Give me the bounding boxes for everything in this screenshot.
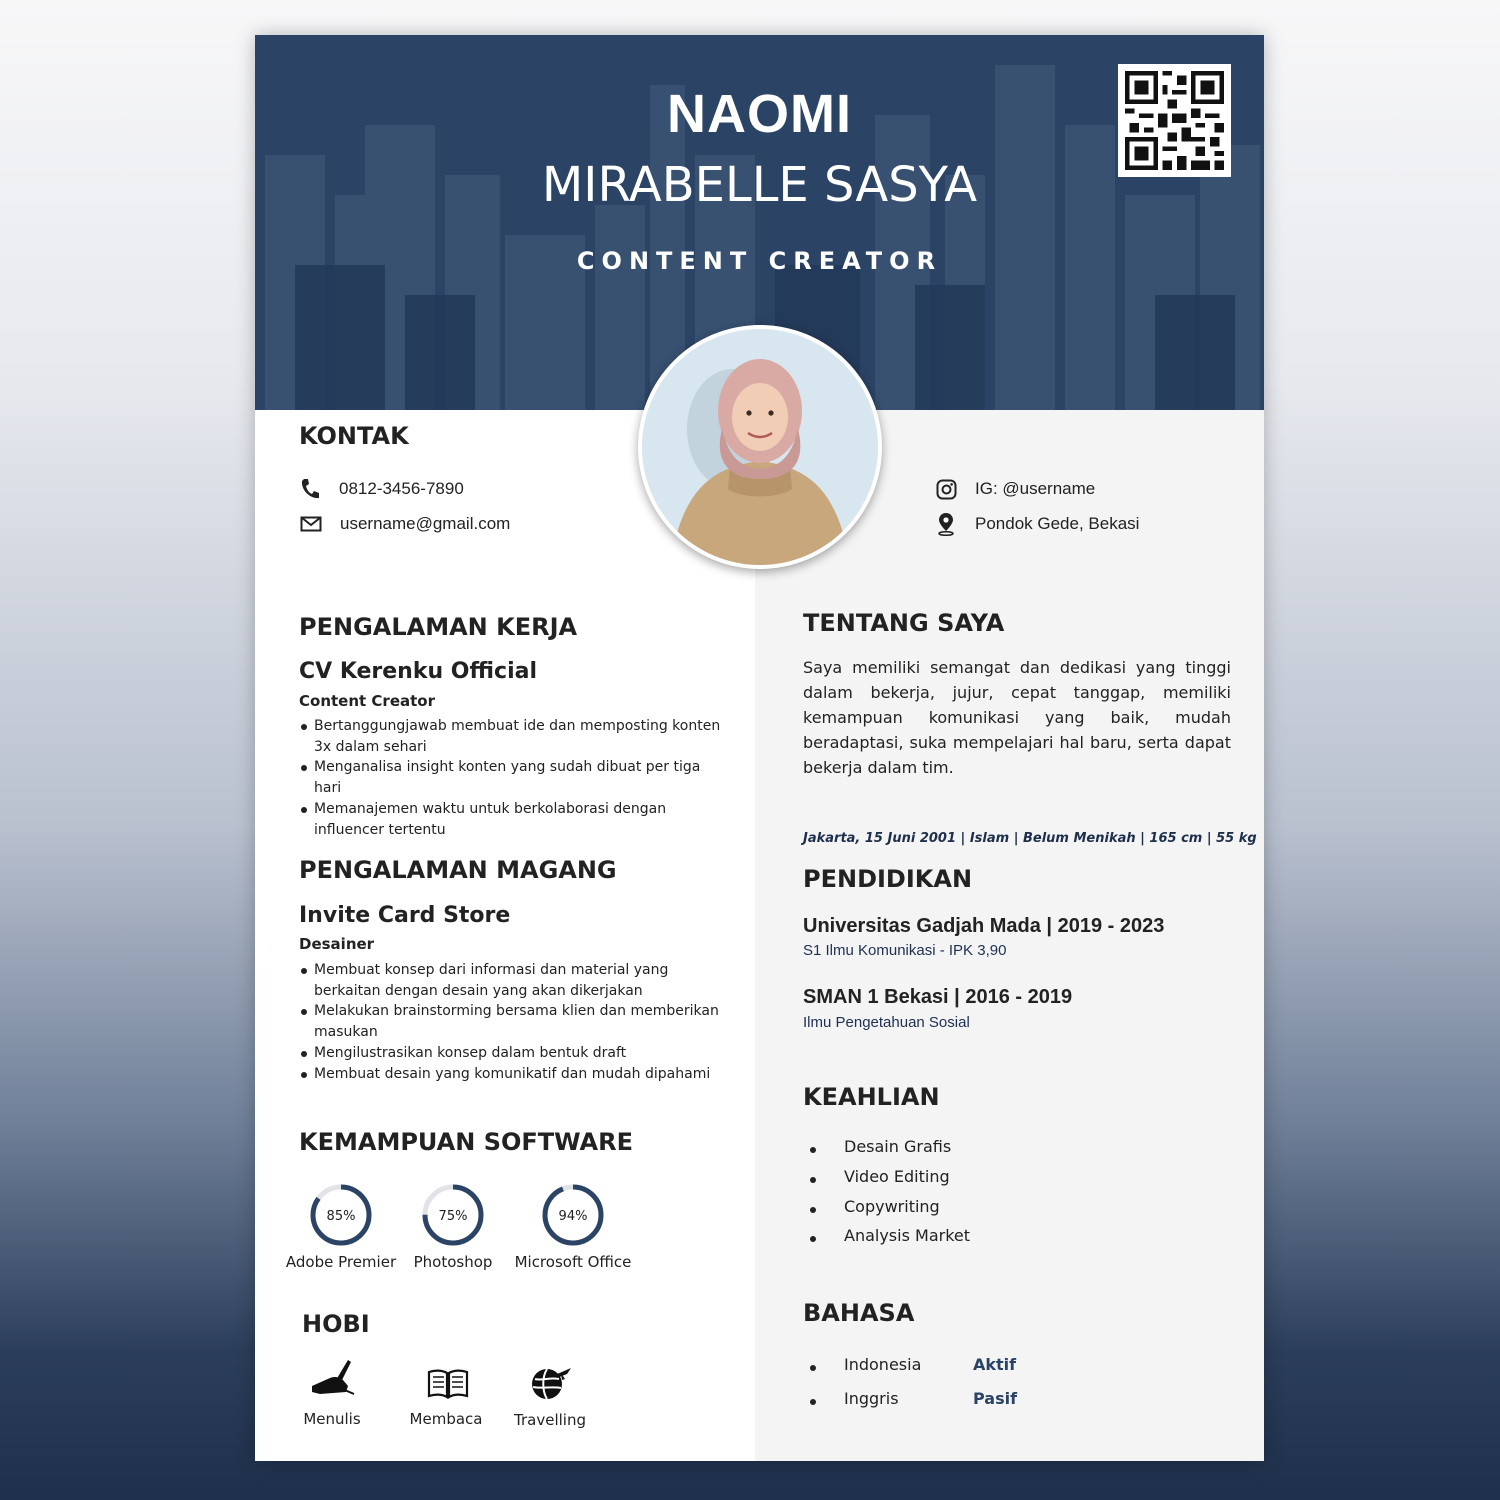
list-item: Mengilustrasikan konsep dalam bentuk draft <box>299 1043 729 1064</box>
mail-icon <box>300 516 322 532</box>
last-name: MIRABELLE SASYA <box>541 157 978 213</box>
language-name: Indonesia <box>844 1355 922 1374</box>
software-percent-label: 75% <box>438 1209 468 1224</box>
language-name: Inggris <box>844 1389 899 1408</box>
work-duties-list <box>299 716 729 840</box>
education-school: SMAN 1 Bekasi | 2016 - 2019 <box>803 986 1073 1008</box>
software-progress-ring <box>308 1182 374 1248</box>
list-item: Analysis Market <box>844 1226 971 1245</box>
hobby-label: Menulis <box>303 1410 361 1428</box>
globe-plane-icon <box>527 1365 573 1401</box>
work-company: CV Kerenku Official <box>299 659 538 684</box>
skills-list <box>803 1137 1103 1257</box>
location-text: Pondok Gede, Bekasi <box>975 514 1140 533</box>
hobby-heading: HOBI <box>302 1310 370 1338</box>
instagram-icon <box>936 479 957 500</box>
qr-code[interactable] <box>1118 64 1231 177</box>
education-detail: S1 Ilmu Komunikasi - IPK 3,90 <box>803 942 1007 959</box>
internship-duties-list <box>299 960 729 1084</box>
education-heading: PENDIDIKAN <box>803 865 973 893</box>
list-item: Menganalisa insight konten yang sudah dibuat per tiga hari <box>299 757 729 798</box>
list-item: Memanajemen waktu untuk berkolaborasi dengan influencer tertentu <box>299 799 729 840</box>
skills-heading: KEAHLIAN <box>803 1083 940 1111</box>
profile-photo <box>638 325 882 569</box>
cv-page <box>255 35 1264 1461</box>
hobby-label: Membaca <box>409 1410 483 1428</box>
contact-heading: KONTAK <box>299 422 409 450</box>
list-item: Video Editing <box>844 1167 950 1186</box>
software-name: Adobe Premier <box>285 1253 397 1271</box>
work-experience-heading: PENGALAMAN KERJA <box>299 613 578 641</box>
software-percent-label: 85% <box>326 1209 356 1224</box>
education-school: Universitas Gadjah Mada | 2019 - 2023 <box>803 915 1165 937</box>
software-heading: KEMAMPUAN SOFTWARE <box>299 1128 633 1156</box>
software-progress-ring <box>420 1182 486 1248</box>
software-name: Microsoft Office <box>514 1253 632 1271</box>
instagram-handle[interactable]: IG: @username <box>975 479 1096 498</box>
list-item: Melakukan brainstorming bersama klien dan memberikan masukan <box>299 1001 729 1042</box>
list-item: Copywriting <box>844 1197 940 1216</box>
language-level: Aktif <box>973 1355 1017 1374</box>
list-item: Bertanggungjawab membuat ide dan memposting konten 3x dalam sehari <box>299 716 729 757</box>
hobby-label: Travelling <box>514 1411 586 1429</box>
language-level: Pasif <box>973 1389 1018 1408</box>
job-role: CONTENT CREATOR <box>576 247 943 275</box>
about-heading: TENTANG SAYA <box>803 609 1005 637</box>
about-text: Saya memiliki semangat dan dedikasi yang tinggi dalam bekerja, jujur, cepat tanggap, memiliki kemampuan komunikasi yang baik, mudah beradaptasi, suka mempelajari hal baru, serta dapat bekerja dalam tim. <box>803 658 1231 777</box>
email-address[interactable]: username@gmail.com <box>340 514 511 533</box>
location-pin-icon <box>937 512 955 536</box>
internship-position: Desainer <box>299 935 375 953</box>
list-item: Membuat konsep dari informasi dan material yang berkaitan dengan desain yang akan dikerjakan <box>299 960 729 1001</box>
open-book-icon <box>427 1368 469 1400</box>
first-name: NAOMI <box>667 84 852 144</box>
software-percent-label: 94% <box>558 1209 588 1224</box>
list-item: Membuat desain yang komunikatif dan mudah dipahami <box>299 1064 729 1085</box>
software-progress-ring <box>540 1182 606 1248</box>
personal-info: Jakarta, 15 Juni 2001 | Islam | Belum Menikah | 165 cm | 55 kg <box>803 831 1257 846</box>
language-list <box>803 1355 1103 1415</box>
phone-number[interactable]: 0812-3456-7890 <box>339 479 464 498</box>
education-detail: Ilmu Pengetahuan Sosial <box>803 1014 970 1031</box>
language-heading: BAHASA <box>803 1299 915 1327</box>
work-position: Content Creator <box>299 692 435 710</box>
internship-heading: PENGALAMAN MAGANG <box>299 856 617 884</box>
writing-hand-icon <box>310 1358 356 1398</box>
software-name: Photoshop <box>413 1253 493 1271</box>
internship-company: Invite Card Store <box>299 903 511 928</box>
list-item: Desain Grafis <box>844 1137 952 1156</box>
phone-icon <box>300 478 320 500</box>
